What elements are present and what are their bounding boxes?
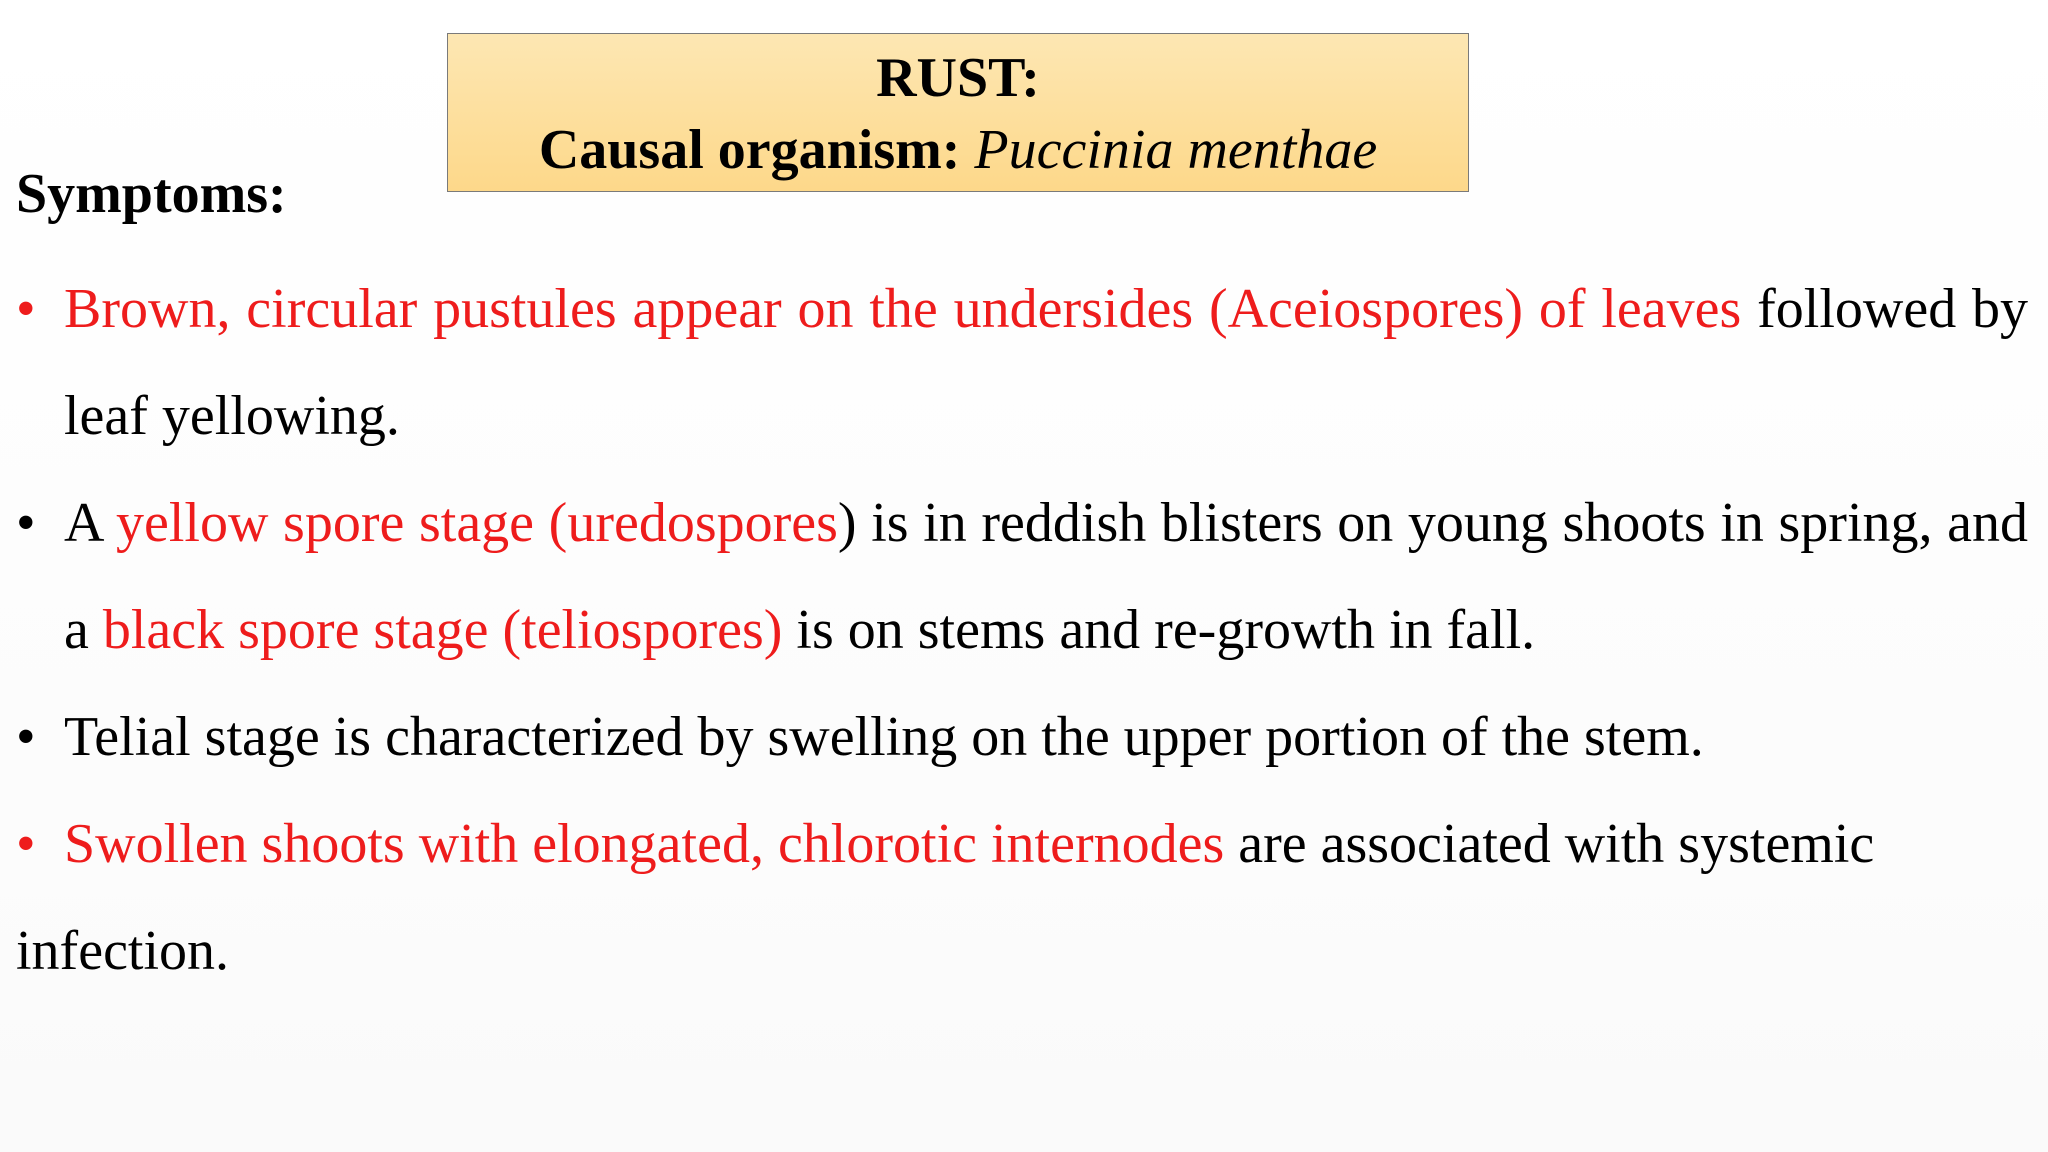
body-text: ) is in reddish blisters on young shoots in spring, and a xyxy=(64,492,2028,661)
title-box xyxy=(447,33,1469,192)
body-text: are associated with systemic xyxy=(1224,813,1875,875)
bullet-icon: • xyxy=(16,492,36,554)
causal-organism-name: Puccinia menthae xyxy=(974,119,1378,181)
body-text: is on stems and re-growth in fall. xyxy=(782,599,1536,661)
body-text: A xyxy=(64,492,116,554)
highlighted-text: yellow spore stage (uredospores xyxy=(116,492,838,554)
causal-organism-line xyxy=(448,114,1468,186)
list-item xyxy=(16,256,2028,470)
bullet-icon: • xyxy=(16,706,36,768)
bullet-icon: • xyxy=(16,278,36,340)
highlighted-text: black spore stage (teliospores) xyxy=(102,599,783,661)
body-text: Telial stage is characterized by swelling on the upper portion of the stem. xyxy=(64,706,1704,768)
symptoms-list xyxy=(16,256,2028,1005)
body-text: infection. xyxy=(16,920,230,982)
list-item xyxy=(16,470,2028,684)
causal-organism-label: Causal organism: xyxy=(538,119,961,181)
highlighted-text: Brown, circular pustules appear on the undersides (Aceiospores) of leaves xyxy=(64,278,1742,340)
body-text: followed by leaf yellowing. xyxy=(64,278,2029,447)
highlighted-text: Swollen shoots with elongated, chlorotic internodes xyxy=(64,813,1225,875)
symptoms-heading: Symptoms: xyxy=(16,163,287,225)
slide-title: RUST: xyxy=(876,47,1040,109)
list-item xyxy=(16,684,2028,791)
list-item xyxy=(16,791,2028,1005)
bullet-icon: • xyxy=(16,813,36,875)
